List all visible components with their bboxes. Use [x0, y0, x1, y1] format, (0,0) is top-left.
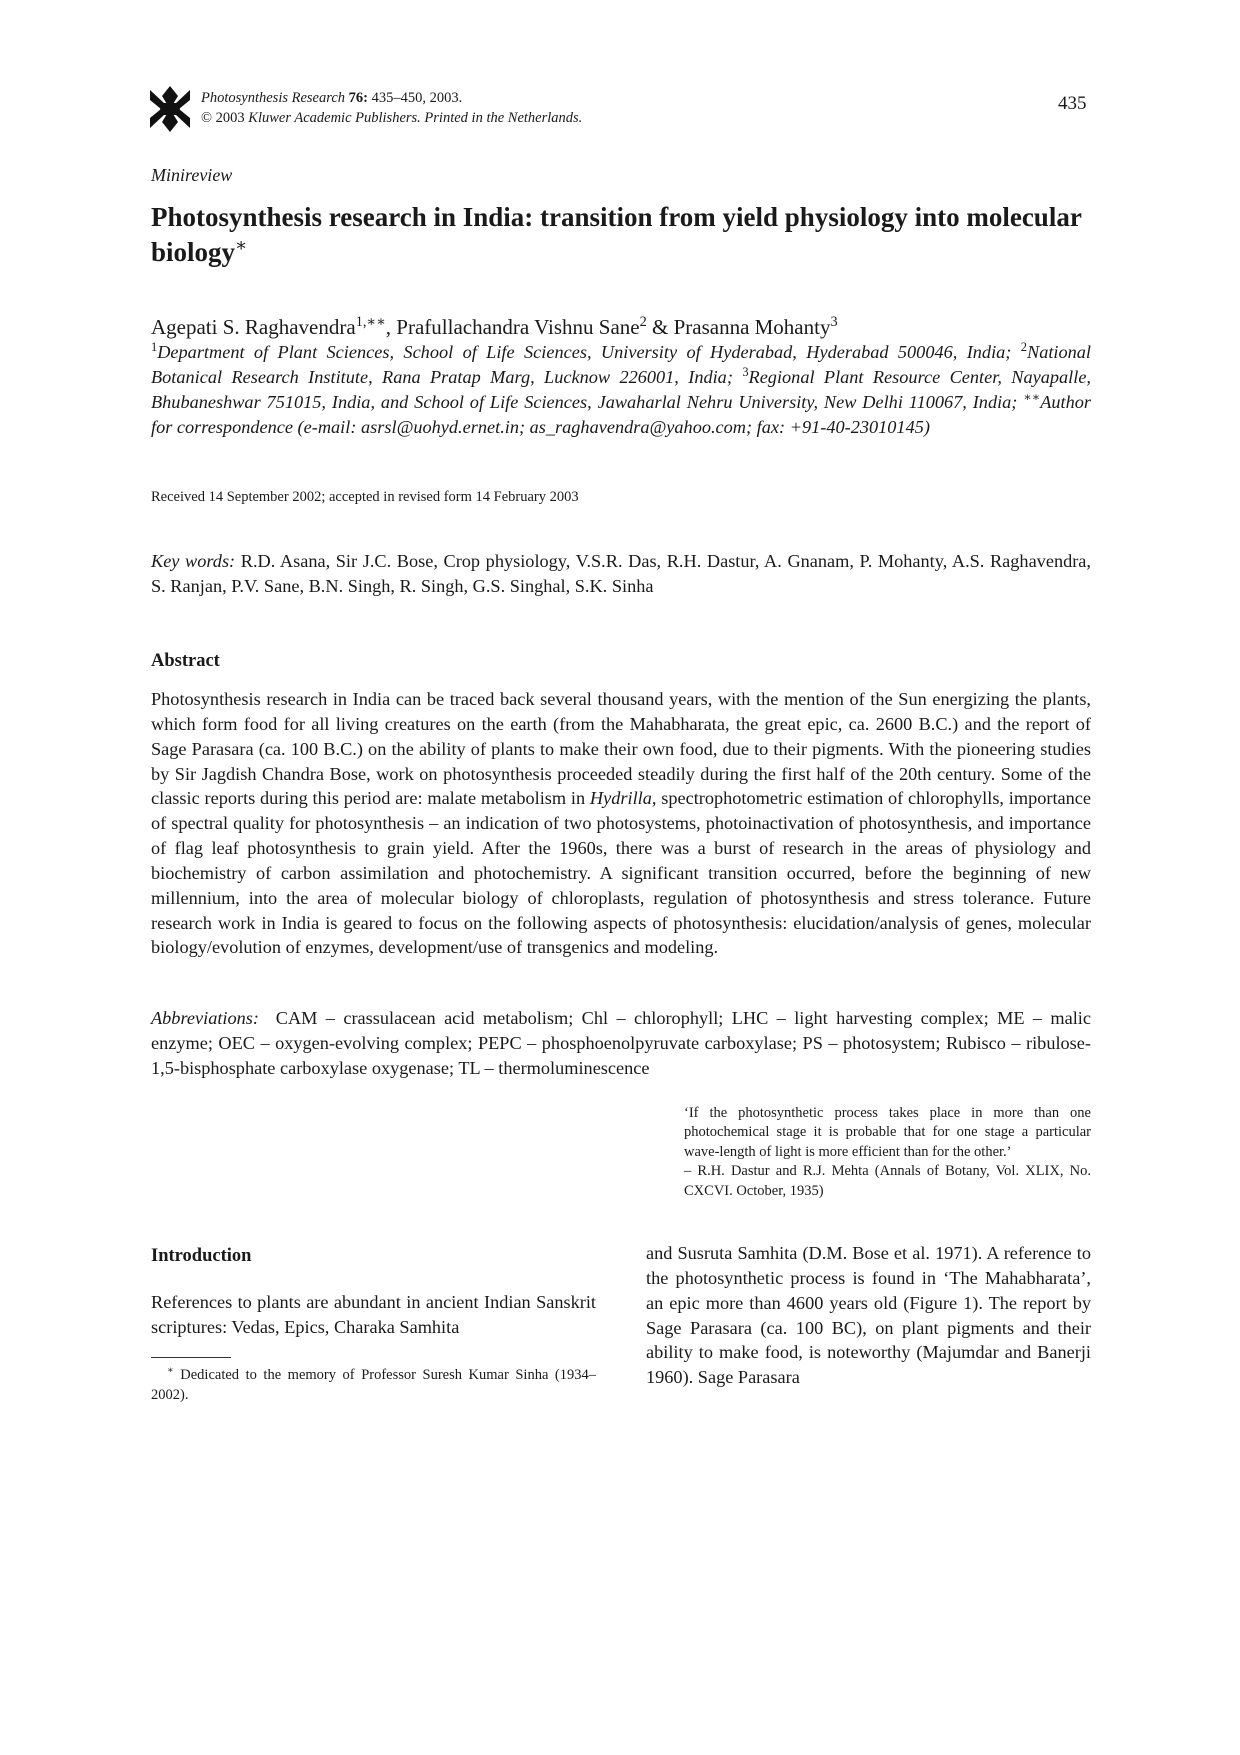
author-1: Agepati S. Raghavendra — [151, 315, 356, 339]
abstract-text-part2: , spectrophotometric estimation of chlorophylls, importance of spectral quality for photosynthesis – an indication of two photosystems, photoinactivation of photosynthesis, and importance of flag leaf photosynthesis to grain yield. After the 1960s, there was a burst of research in the areas of physiology and biochemistry of carbon assimilation and photochemistry. A significant transition occurred, before the beginning of new millennium, into the area of molecular biology of chloroplasts, regulation of photosynthesis and stress tolerance. Future research work in India is geared to focus on the following aspects of photosynthesis: elucidation/analysis of genes, molecular biology/evolution of enzymes, development/use of transgenics and modeling. — [151, 788, 1092, 958]
affiliation-3: Regional Plant Resource Center, Nayapalle, Bhubaneshwar 751015, India, and School of Life Sciences, Jawaharlal Nehru University, New Delhi 110067, India; — [151, 367, 1091, 412]
affiliation-3-mark: 3 — [742, 364, 749, 379]
introduction-right-column: and Susruta Samhita (D.M. Bose et al. 1971). A reference to the photosynthetic process is found in ‘The Mahabharata’, an epic more than 4600 years old (Figure 1). The report by Sage Parasara (ca. 100 BC), on plant pigments and their ability to make food, is noteworthy (Majumdar and Banerji 1960). Sage Parasara — [646, 1243, 1091, 1388]
footnote-mark: ∗ — [167, 1365, 174, 1377]
footnote-divider — [151, 1357, 231, 1358]
author-3-mark: 3 — [830, 314, 838, 330]
author-separator: , — [385, 315, 397, 339]
received-dates: Received 14 September 2002; accepted in revised form 14 February 2003 — [151, 489, 579, 505]
copyright-line — [201, 108, 582, 128]
title-footnote-mark: ∗ — [235, 235, 248, 255]
abbreviations-label: Abbreviations: — [151, 1008, 259, 1028]
author-2-mark: 2 — [639, 314, 647, 330]
author-separator: & — [646, 315, 674, 339]
abbreviations-text: CAM – crassulacean acid metabolism; Chl – chlorophyll; LHC – light harvesting complex; ME – malic enzyme; OEC – oxygen-evolving complex; PEPC – phosphoenolpyruvate carboxylase; PS – photosystem; Rubisco – ribulose-1,5-bisphosphate carboxylase oxygenase; TL – thermoluminescence — [151, 1008, 1092, 1078]
abstract-heading: Abstract — [151, 651, 220, 671]
author-list — [151, 313, 1111, 341]
correspondence: Author for correspondence (e-mail: asrsl@uohyd.ernet.in; as_raghavendra@yahoo.com; fax: +91-40-23010145) — [151, 392, 1091, 437]
footnote-text: Dedicated to the memory of Professor Suresh Kumar Sinha (1934–2002). — [151, 1367, 597, 1403]
epigraph-quote: ‘If the photosynthetic process takes place in more than one photochemical stage it is probable that for one stage a particular wave-length of light is more efficient than for the other.’ — [684, 1105, 1091, 1160]
footnote — [151, 1365, 596, 1405]
journal-citation — [201, 88, 462, 108]
author-3: Prasanna Mohanty — [673, 315, 831, 339]
affiliation-1: Department of Plant Sciences, School of Life Sciences, University of Hyderabad, Hyderabad 500046, India; — [157, 342, 1012, 362]
journal-pages-year: 435–450, 2003. — [371, 90, 463, 106]
epigraph-attribution: – R.H. Dastur and R.J. Mehta (Annals of Botany, Vol. XLIX, No. CXCVI. October, 1935) — [684, 1163, 1091, 1199]
printed-location: Printed in the Netherlands. — [424, 110, 583, 126]
epigraph — [684, 1104, 1091, 1201]
author-2: Prafullachandra Vishnu Sane — [396, 315, 640, 339]
publisher-name: Kluwer Academic Publishers. — [248, 110, 421, 126]
abbreviations — [151, 1006, 1091, 1081]
affiliation-1-mark: 1 — [151, 339, 158, 354]
abstract-italic-term: Hydrilla — [589, 788, 652, 809]
introduction-left-column: References to plants are abundant in ancient Indian Sanskrit scriptures: Vedas, Epics, Charaka Samhita — [151, 1292, 596, 1337]
page-number: 435 — [1058, 93, 1087, 114]
kluwer-logo-icon — [150, 86, 190, 132]
correspondence-mark: ∗∗ — [1023, 389, 1041, 404]
affiliation-2-mark: 2 — [1020, 339, 1027, 354]
introduction-heading: Introduction — [151, 1246, 252, 1266]
keywords-label: Key words: — [151, 551, 236, 571]
affiliations — [151, 340, 1091, 440]
article-type: Minireview — [151, 165, 233, 185]
abstract-text-part1: Photosynthesis research in India can be traced back several thousand years, with the mention of the Sun energizing the plants, which form food for all living creatures on the earth (from the Mahabharata, the great epic, ca. 2600 B.C.) and the report of Sage Parasara (ca. 100 B.C.) on the ability of plants to make their own food, due to their pigments. With the pioneering studies by Sir Jagdish Chandra Bose, work on photosynthesis proceeded steadily during the first half of the 20th century. Some of the classic reports during this period are: malate metabolism in — [151, 689, 1091, 809]
keywords-text: R.D. Asana, Sir J.C. Bose, Crop physiology, V.S.R. Das, R.H. Dastur, A. Gnanam, P. Mohanty, A.S. Raghavendra, S. Ranjan, P.V. Sane, B.N. Singh, R. Singh, G.S. Singhal, S.K. Sinha — [151, 551, 1091, 596]
journal-name: Photosynthesis Research — [201, 90, 346, 106]
keywords — [151, 549, 1091, 599]
copyright-year: © 2003 — [201, 110, 245, 126]
author-1-mark: 1,∗∗ — [355, 314, 386, 330]
title-text: Photosynthesis research in India: transition from yield physiology into molecular biology — [151, 202, 1082, 267]
affiliation-2: National Botanical Research Institute, Rana Pratap Marg, Lucknow 226001, India; — [151, 342, 1091, 387]
abstract-body — [151, 687, 1091, 960]
page-title — [151, 200, 1091, 270]
journal-volume: 76: — [348, 90, 368, 106]
